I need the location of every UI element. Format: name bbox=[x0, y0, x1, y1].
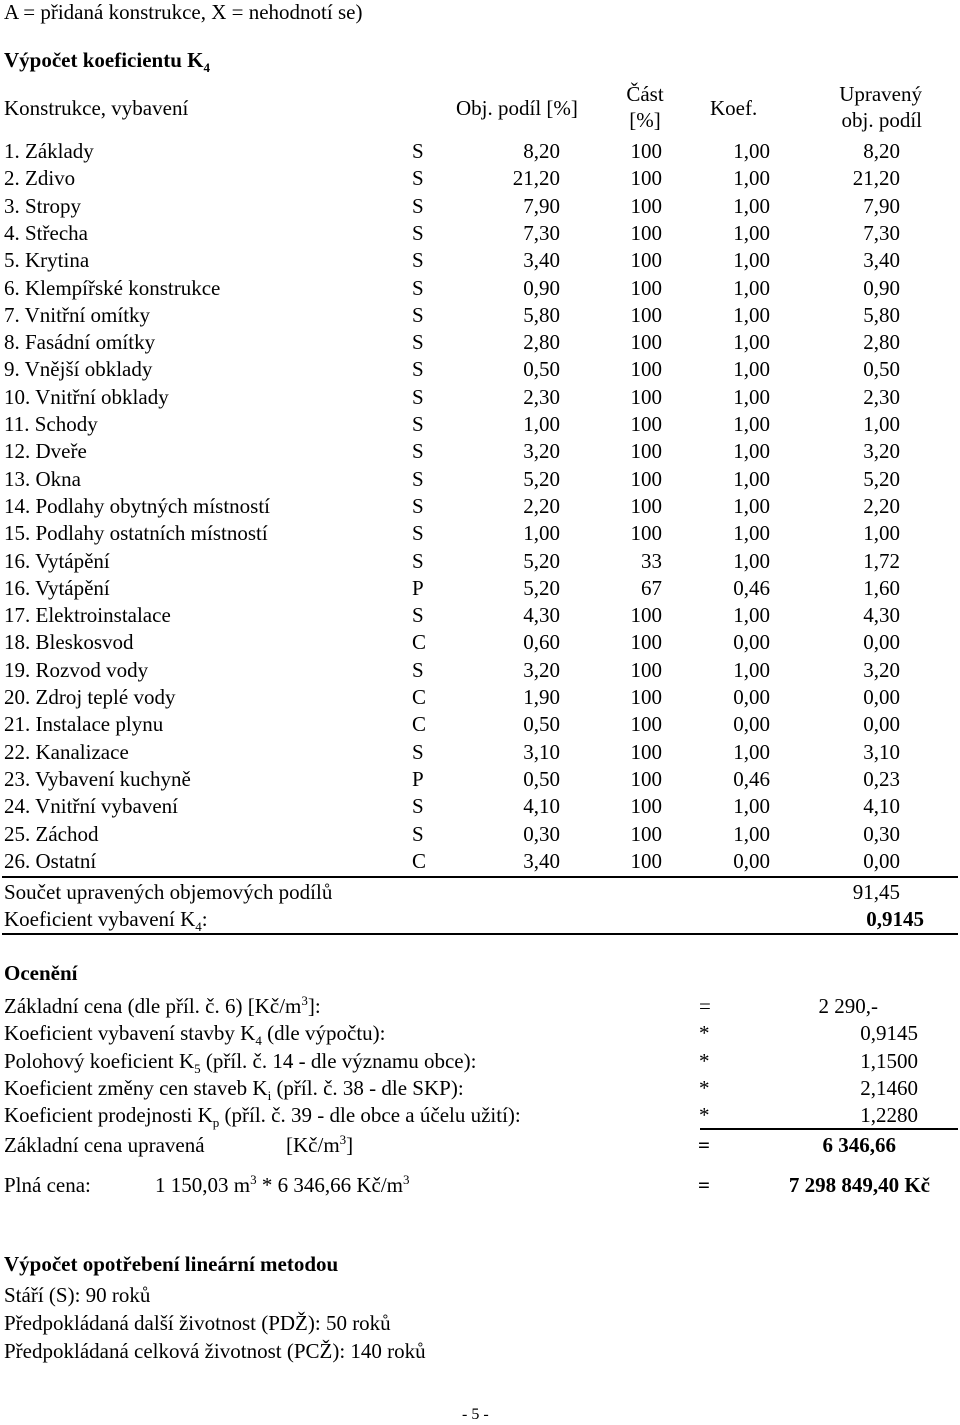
row-name: 25. Záchod bbox=[4, 821, 99, 846]
k4-title-sub: 4 bbox=[203, 60, 210, 76]
row-cast: 67 bbox=[641, 575, 662, 600]
row-type: S bbox=[412, 330, 424, 355]
opotrebeni-line-stari: Stáří (S): 90 roků bbox=[4, 1283, 151, 1307]
row-type: S bbox=[412, 248, 424, 273]
row-obj-podil: 4,30 bbox=[523, 603, 560, 628]
oceneni-divider bbox=[700, 1128, 958, 1130]
row-cast: 100 bbox=[630, 521, 662, 546]
table-row bbox=[0, 521, 960, 548]
row-type: S bbox=[412, 412, 424, 436]
row-name: 7. Vnitřní omítky bbox=[4, 302, 151, 327]
row-name: 15. Podlahy ostatních místností bbox=[4, 521, 268, 546]
header-cast-line2: [%] bbox=[629, 108, 661, 132]
row-name: 8. Fasádní omítky bbox=[4, 330, 156, 355]
k4-label bbox=[4, 907, 208, 935]
oceneni-row bbox=[0, 1076, 960, 1103]
row-koef: 0,46 bbox=[733, 766, 770, 791]
row-koef: 1,00 bbox=[733, 330, 770, 355]
oceneni-value: 2 290,- bbox=[818, 994, 878, 1018]
table-row bbox=[0, 822, 960, 849]
row-upraveny: 0,00 bbox=[863, 848, 900, 873]
oceneni-row bbox=[0, 1021, 960, 1048]
table-row bbox=[0, 194, 960, 221]
row-koef: 1,00 bbox=[733, 275, 770, 300]
row-cast: 100 bbox=[630, 166, 662, 191]
oceneni-value: 2,1460 bbox=[860, 1075, 918, 1100]
oceneni-label-text: Polohový koeficient K bbox=[4, 1048, 195, 1073]
row-upraveny: 4,30 bbox=[863, 603, 900, 628]
row-obj-podil: 8,20 bbox=[523, 139, 560, 163]
row-koef: 0,00 bbox=[733, 848, 770, 873]
row-type: S bbox=[412, 357, 424, 382]
table-row bbox=[0, 494, 960, 521]
row-upraveny: 0,23 bbox=[863, 766, 900, 791]
row-upraveny: 3,20 bbox=[863, 657, 900, 682]
header-cast-line1: Část bbox=[626, 82, 664, 106]
row-obj-podil: 1,00 bbox=[523, 521, 560, 546]
table-row bbox=[0, 385, 960, 412]
header-obj-podil: Obj. podíl [%] bbox=[456, 96, 578, 120]
oceneni-label-sub: i bbox=[267, 1088, 272, 1104]
row-cast: 100 bbox=[630, 302, 662, 327]
row-name: 10. Vnitřní obklady bbox=[4, 384, 169, 409]
sum-divider bbox=[2, 876, 958, 878]
header-upraveny-line2: obj. podíl bbox=[841, 108, 922, 132]
row-cast: 100 bbox=[630, 630, 662, 655]
row-type: S bbox=[412, 193, 424, 218]
row-name: 20. Zdroj teplé vody bbox=[4, 685, 176, 709]
row-name: 22. Kanalizace bbox=[4, 739, 129, 764]
k4-title-text: Výpočet koeficientu K bbox=[4, 48, 204, 72]
row-koef: 1,00 bbox=[733, 821, 770, 846]
row-cast: 100 bbox=[630, 193, 662, 218]
opotrebeni-title: Výpočet opotřebení lineární metodou bbox=[4, 1252, 339, 1276]
upravena-unit bbox=[286, 1133, 353, 1158]
oceneni-operator: * bbox=[699, 1103, 710, 1128]
table-row bbox=[0, 166, 960, 193]
row-cast: 100 bbox=[630, 848, 662, 873]
row-upraveny: 1,00 bbox=[863, 521, 900, 546]
row-type: S bbox=[412, 275, 424, 300]
row-type: S bbox=[412, 439, 424, 464]
row-cast: 100 bbox=[630, 412, 662, 436]
row-type: S bbox=[412, 139, 424, 163]
oceneni-label-sub: 4 bbox=[255, 1033, 262, 1049]
row-obj-podil: 0,30 bbox=[523, 821, 560, 846]
row-koef: 1,00 bbox=[733, 739, 770, 764]
row-koef: 1,00 bbox=[733, 794, 770, 819]
row-koef: 1,00 bbox=[733, 493, 770, 518]
row-name: 1. Základy bbox=[4, 139, 94, 163]
table-row bbox=[0, 303, 960, 330]
row-obj-podil: 3,40 bbox=[523, 848, 560, 873]
plna-op: = bbox=[698, 1173, 710, 1197]
row-obj-podil: 7,90 bbox=[523, 193, 560, 218]
upravena-unit-end: ] bbox=[346, 1133, 354, 1157]
row-type: C bbox=[412, 848, 427, 873]
row-name: 21. Instalace plynu bbox=[4, 712, 164, 737]
oceneni-label-end: (příl. č. 38 - dle SKP): bbox=[271, 1075, 464, 1100]
row-upraveny: 7,30 bbox=[863, 220, 900, 245]
row-name: 9. Vnější obklady bbox=[4, 357, 153, 382]
oceneni-row bbox=[0, 1103, 960, 1130]
table-row bbox=[0, 549, 960, 576]
row-upraveny: 7,90 bbox=[863, 193, 900, 218]
plna-expr-sup2: 3 bbox=[403, 1172, 410, 1187]
table-row bbox=[0, 740, 960, 767]
row-upraveny: 8,20 bbox=[863, 139, 900, 163]
k4-label-sub: 4 bbox=[195, 919, 202, 935]
row-type: S bbox=[412, 466, 424, 491]
row-koef: 1,00 bbox=[733, 521, 770, 546]
row-obj-podil: 21,20 bbox=[512, 166, 560, 191]
oceneni-label bbox=[4, 1103, 521, 1131]
row-upraveny: 2,80 bbox=[863, 330, 900, 355]
row-type: S bbox=[412, 821, 424, 846]
row-upraveny: 0,90 bbox=[863, 275, 900, 300]
upravena-value: 6 346,66 bbox=[822, 1133, 896, 1157]
row-koef: 1,00 bbox=[733, 193, 770, 218]
oceneni-label bbox=[4, 994, 321, 1019]
row-koef: 0,00 bbox=[733, 630, 770, 655]
row-type: S bbox=[412, 302, 424, 327]
row-cast: 33 bbox=[641, 548, 662, 573]
oceneni-label-text: Základní cena (dle příl. č. 6) [Kč/m bbox=[4, 994, 302, 1018]
row-upraveny: 0,00 bbox=[863, 712, 900, 737]
row-cast: 100 bbox=[630, 466, 662, 491]
row-type: S bbox=[412, 603, 424, 628]
table-row bbox=[0, 276, 960, 303]
row-upraveny: 5,20 bbox=[863, 466, 900, 491]
oceneni-operator: * bbox=[699, 1075, 710, 1100]
k4-divider bbox=[2, 933, 958, 935]
k4-value: 0,9145 bbox=[866, 907, 924, 931]
row-obj-podil: 3,20 bbox=[523, 657, 560, 682]
row-type: S bbox=[412, 493, 424, 518]
row-name: 5. Krytina bbox=[4, 248, 90, 273]
row-upraveny: 5,80 bbox=[863, 302, 900, 327]
row-cast: 100 bbox=[630, 357, 662, 382]
upravena-unit-text: [Kč/m bbox=[286, 1133, 340, 1157]
row-type: S bbox=[412, 657, 424, 682]
header-construction: Konstrukce, vybavení bbox=[4, 96, 189, 120]
oceneni-label-text: Koeficient změny cen staveb K bbox=[4, 1075, 268, 1100]
plna-label: Plná cena: bbox=[4, 1173, 91, 1197]
sum-label: Součet upravených objemových podílů bbox=[4, 880, 333, 904]
table-row bbox=[0, 412, 960, 439]
row-name: 16. Vytápění bbox=[4, 548, 110, 573]
plna-expression bbox=[155, 1173, 410, 1198]
header-upraveny-line1: Upravený bbox=[839, 82, 922, 106]
row-cast: 100 bbox=[630, 248, 662, 273]
row-upraveny: 1,72 bbox=[863, 548, 900, 573]
oceneni-label-end: (příl. č. 14 - dle významu obce): bbox=[200, 1048, 477, 1073]
oceneni-row bbox=[0, 994, 960, 1021]
row-name: 18. Bleskosvod bbox=[4, 630, 134, 655]
plna-expr-sup1: 3 bbox=[250, 1172, 257, 1187]
row-obj-podil: 3,40 bbox=[523, 248, 560, 273]
row-koef: 0,00 bbox=[733, 712, 770, 737]
row-cast: 100 bbox=[630, 657, 662, 682]
row-obj-podil: 0,50 bbox=[523, 766, 560, 791]
oceneni-label-text: Koeficient vybavení stavby K bbox=[4, 1021, 256, 1046]
oceneni-value: 1,1500 bbox=[860, 1048, 918, 1073]
opotrebeni-line-pdz: Předpokládaná další životnost (PDŽ): 50 roků bbox=[4, 1311, 391, 1335]
table-row bbox=[0, 712, 960, 739]
row-cast: 100 bbox=[630, 739, 662, 764]
oceneni-label-sub: 5 bbox=[194, 1060, 201, 1076]
row-cast: 100 bbox=[630, 439, 662, 464]
row-upraveny: 3,40 bbox=[863, 248, 900, 273]
oceneni-label bbox=[4, 1075, 464, 1104]
oceneni-value: 0,9145 bbox=[860, 1021, 918, 1046]
table-row bbox=[0, 330, 960, 357]
oceneni-value: 1,2280 bbox=[860, 1103, 918, 1128]
row-cast: 100 bbox=[630, 685, 662, 709]
table-row bbox=[0, 685, 960, 712]
row-type: S bbox=[412, 166, 424, 191]
sum-value: 91,45 bbox=[852, 880, 900, 904]
row-upraveny: 3,10 bbox=[863, 739, 900, 764]
row-obj-podil: 5,20 bbox=[523, 548, 560, 573]
row-obj-podil: 5,20 bbox=[523, 575, 560, 600]
upravena-unit-sup: 3 bbox=[339, 1132, 347, 1147]
row-name: 24. Vnitřní vybavení bbox=[4, 794, 179, 819]
upravena-label: Základní cena upravená bbox=[4, 1133, 205, 1157]
plna-expr-part1: 1 150,03 m bbox=[155, 1173, 251, 1197]
row-name: 26. Ostatní bbox=[4, 848, 97, 873]
oceneni-operator: = bbox=[699, 994, 711, 1018]
row-upraveny: 2,20 bbox=[863, 493, 900, 518]
row-koef: 1,00 bbox=[733, 439, 770, 464]
row-cast: 100 bbox=[630, 794, 662, 819]
table-row bbox=[0, 576, 960, 603]
row-type: C bbox=[412, 685, 427, 709]
row-koef: 1,00 bbox=[733, 357, 770, 382]
oceneni-label-text: Koeficient prodejnosti K bbox=[4, 1103, 213, 1128]
table-row bbox=[0, 630, 960, 657]
row-upraveny: 3,20 bbox=[863, 439, 900, 464]
row-obj-podil: 0,90 bbox=[523, 275, 560, 300]
row-koef: 1,00 bbox=[733, 139, 770, 163]
row-upraveny: 0,50 bbox=[863, 357, 900, 382]
oceneni-row bbox=[0, 1049, 960, 1076]
row-koef: 1,00 bbox=[733, 657, 770, 682]
table-row bbox=[0, 357, 960, 384]
row-koef: 1,00 bbox=[733, 603, 770, 628]
oceneni-operator: * bbox=[699, 1021, 710, 1046]
row-cast: 100 bbox=[630, 493, 662, 518]
row-upraveny: 4,10 bbox=[863, 794, 900, 819]
table-row bbox=[0, 603, 960, 630]
row-name: 17. Elektroinstalace bbox=[4, 603, 171, 628]
row-obj-podil: 3,10 bbox=[523, 739, 560, 764]
row-name: 12. Dveře bbox=[4, 439, 87, 464]
oceneni-label-end: (dle výpočtu): bbox=[261, 1021, 386, 1046]
table-row bbox=[0, 658, 960, 685]
table-row bbox=[0, 221, 960, 248]
legend-line: A = přidaná konstrukce, X = nehodnotí se) bbox=[4, 0, 363, 24]
table-row bbox=[0, 849, 960, 876]
row-koef: 1,00 bbox=[733, 412, 770, 436]
row-cast: 100 bbox=[630, 712, 662, 737]
oceneni-label-end: ]: bbox=[307, 994, 321, 1018]
row-name: 6. Klempířské konstrukce bbox=[4, 275, 221, 300]
row-koef: 1,00 bbox=[733, 548, 770, 573]
row-cast: 100 bbox=[630, 603, 662, 628]
oceneni-title: Ocenění bbox=[4, 961, 78, 985]
row-obj-podil: 5,20 bbox=[523, 466, 560, 491]
row-koef: 1,00 bbox=[733, 166, 770, 191]
row-koef: 1,00 bbox=[733, 248, 770, 273]
row-cast: 100 bbox=[630, 220, 662, 245]
row-type: S bbox=[412, 548, 424, 573]
row-cast: 100 bbox=[630, 330, 662, 355]
row-obj-podil: 1,00 bbox=[523, 412, 560, 436]
oceneni-label bbox=[4, 1021, 386, 1049]
row-name: 4. Střecha bbox=[4, 220, 88, 245]
row-upraveny: 21,20 bbox=[852, 166, 900, 191]
row-obj-podil: 5,80 bbox=[523, 302, 560, 327]
row-upraveny: 0,00 bbox=[863, 630, 900, 655]
row-obj-podil: 3,20 bbox=[523, 439, 560, 464]
row-name: 19. Rozvod vody bbox=[4, 657, 149, 682]
table-row bbox=[0, 767, 960, 794]
oceneni-label bbox=[4, 1049, 476, 1074]
row-koef: 0,00 bbox=[733, 685, 770, 709]
plna-value: 7 298 849,40 Kč bbox=[788, 1173, 930, 1197]
row-obj-podil: 2,80 bbox=[523, 330, 560, 355]
row-type: P bbox=[412, 575, 424, 600]
row-name: 2. Zdivo bbox=[4, 166, 76, 191]
table-row bbox=[0, 248, 960, 275]
row-upraveny: 0,00 bbox=[863, 685, 900, 709]
row-type: C bbox=[412, 630, 427, 655]
row-koef: 1,00 bbox=[733, 466, 770, 491]
row-name: 13. Okna bbox=[4, 466, 81, 491]
row-type: S bbox=[412, 739, 424, 764]
row-obj-podil: 4,10 bbox=[523, 794, 560, 819]
table-row bbox=[0, 467, 960, 494]
row-cast: 100 bbox=[630, 139, 662, 163]
plna-expr-part2: * 6 346,66 Kč/m bbox=[256, 1173, 403, 1197]
row-obj-podil: 0,50 bbox=[523, 357, 560, 382]
row-cast: 100 bbox=[630, 275, 662, 300]
row-type: S bbox=[412, 521, 424, 546]
row-type: P bbox=[412, 766, 424, 791]
row-obj-podil: 7,30 bbox=[523, 220, 560, 245]
k4-section-title bbox=[4, 48, 210, 76]
row-obj-podil: 0,60 bbox=[523, 630, 560, 655]
row-koef: 1,00 bbox=[733, 302, 770, 327]
row-upraveny: 1,60 bbox=[863, 575, 900, 600]
oceneni-operator: * bbox=[699, 1048, 710, 1073]
row-cast: 100 bbox=[630, 821, 662, 846]
page-number: - 5 - bbox=[462, 1406, 489, 1423]
k4-label-end: : bbox=[201, 907, 208, 931]
row-obj-podil: 1,90 bbox=[523, 685, 560, 709]
oceneni-label-end: (příl. č. 39 - dle obce a účelu užití): bbox=[219, 1103, 521, 1128]
row-obj-podil: 2,20 bbox=[523, 493, 560, 518]
table-row bbox=[0, 439, 960, 466]
row-koef: 0,46 bbox=[733, 575, 770, 600]
row-cast: 100 bbox=[630, 384, 662, 409]
table-row bbox=[0, 794, 960, 821]
upravena-op: = bbox=[698, 1133, 710, 1157]
row-name: 14. Podlahy obytných místností bbox=[4, 493, 271, 518]
row-name: 3. Stropy bbox=[4, 193, 82, 218]
row-type: S bbox=[412, 794, 424, 819]
oceneni-label-sup: 3 bbox=[301, 993, 308, 1008]
row-cast: 100 bbox=[630, 766, 662, 791]
row-upraveny: 0,30 bbox=[863, 821, 900, 846]
row-obj-podil: 2,30 bbox=[523, 384, 560, 409]
row-type: C bbox=[412, 712, 427, 737]
oceneni-label-sub: p bbox=[212, 1115, 220, 1131]
k4-label-text: Koeficient vybavení K bbox=[4, 907, 196, 931]
row-koef: 1,00 bbox=[733, 220, 770, 245]
table-row bbox=[0, 139, 960, 166]
row-upraveny: 1,00 bbox=[863, 412, 900, 436]
row-upraveny: 2,30 bbox=[863, 384, 900, 409]
row-type: S bbox=[412, 384, 424, 409]
row-type: S bbox=[412, 220, 424, 245]
header-koef: Koef. bbox=[710, 96, 758, 120]
row-name: 11. Schody bbox=[4, 412, 98, 436]
row-obj-podil: 0,50 bbox=[523, 712, 560, 737]
row-name: 23. Vybavení kuchyně bbox=[4, 766, 191, 791]
row-name: 16. Vytápění bbox=[4, 575, 110, 600]
opotrebeni-line-pcz: Předpokládaná celková životnost (PCŽ): 140 roků bbox=[4, 1339, 426, 1363]
row-koef: 1,00 bbox=[733, 384, 770, 409]
